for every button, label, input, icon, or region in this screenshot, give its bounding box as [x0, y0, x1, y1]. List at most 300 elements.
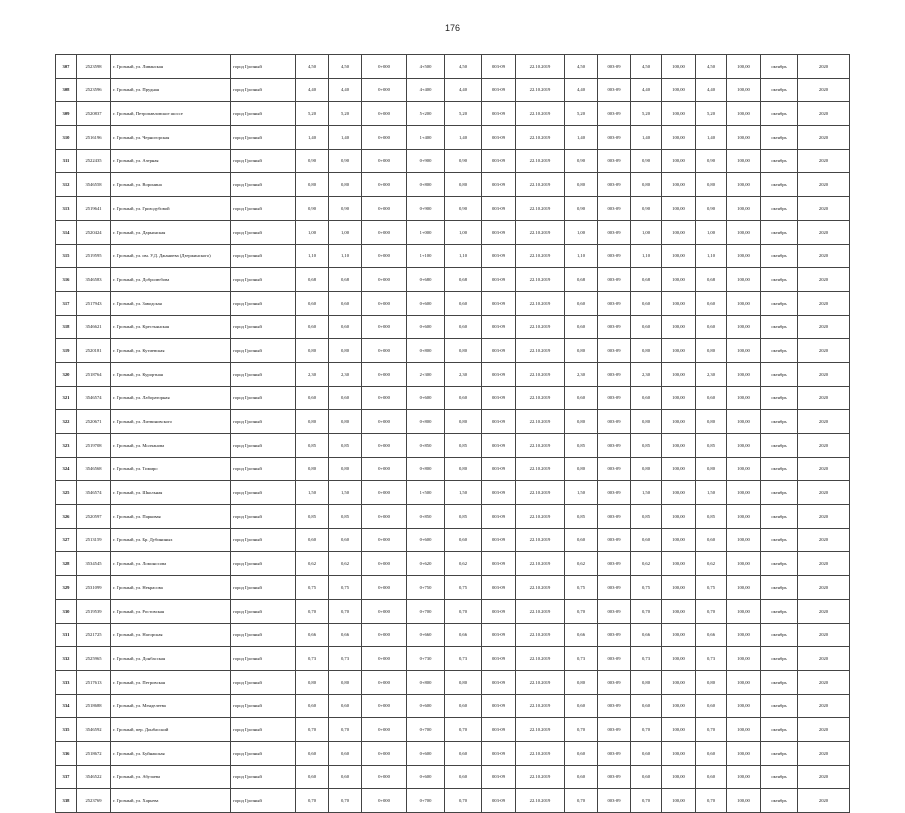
start-km-cell: 0+000	[362, 623, 407, 647]
road-name-cell: г. Грозный, ул. Курортная	[111, 362, 231, 386]
month-cell: октябрь	[761, 78, 798, 102]
row-number-cell: 337	[56, 765, 77, 789]
end-km-cell: 0+800	[407, 670, 445, 694]
table-row	[56, 220, 850, 244]
length-cell: 0,60	[696, 315, 727, 339]
end-km-cell: 0+850	[407, 434, 445, 458]
code-cell: 003-09	[598, 741, 631, 765]
length-cell: 1,00	[445, 220, 482, 244]
percent-cell: 100,00	[727, 362, 761, 386]
row-number-cell: 314	[56, 220, 77, 244]
length-cell: 0,90	[296, 197, 329, 221]
row-number-cell: 310	[56, 126, 77, 150]
municipality-cell: город Грозный	[231, 789, 296, 813]
code-cell: 003-09	[598, 102, 631, 126]
start-km-cell: 0+000	[362, 505, 407, 529]
row-number-cell: 338	[56, 789, 77, 813]
length-cell: 0,60	[296, 694, 329, 718]
length-cell: 4,40	[696, 78, 727, 102]
road-name-cell: г. Грозный, ул. Некрасова	[111, 576, 231, 600]
road-id-cell: 2519708	[77, 434, 111, 458]
month-cell: октябрь	[761, 339, 798, 363]
road-name-cell: г. Грозный, ул. Парковая	[111, 505, 231, 529]
end-km-cell: 0+660	[407, 623, 445, 647]
code-cell: 003-09	[598, 55, 631, 79]
table-row	[56, 694, 850, 718]
code-cell: 003-09	[598, 173, 631, 197]
length-cell: 0,60	[565, 741, 598, 765]
start-km-cell: 0+000	[362, 694, 407, 718]
code-cell: 003-09	[598, 505, 631, 529]
percent-cell: 100,00	[662, 78, 696, 102]
length-cell: 0,90	[631, 197, 662, 221]
month-cell: октябрь	[761, 765, 798, 789]
table-row	[56, 339, 850, 363]
length-cell: 0,60	[696, 386, 727, 410]
code-cell: 003-09	[598, 386, 631, 410]
length-cell: 4,50	[696, 55, 727, 79]
road-id-cell: 2518764	[77, 362, 111, 386]
length-cell: 1,00	[631, 220, 662, 244]
year-cell: 2020	[798, 434, 850, 458]
length-cell: 2,30	[329, 362, 362, 386]
percent-cell: 100,00	[662, 126, 696, 150]
date-cell: 22.10.2019	[516, 386, 565, 410]
percent-cell: 100,00	[727, 315, 761, 339]
length-cell: 0,60	[565, 291, 598, 315]
code-cell: 003-09	[482, 741, 516, 765]
row-number-cell: 311	[56, 149, 77, 173]
end-km-cell: 0+600	[407, 386, 445, 410]
length-cell: 0,60	[445, 386, 482, 410]
length-cell: 0,60	[329, 765, 362, 789]
end-km-cell: 0+700	[407, 718, 445, 742]
table-row	[56, 647, 850, 671]
month-cell: октябрь	[761, 244, 798, 268]
length-cell: 0,70	[329, 599, 362, 623]
code-cell: 003-09	[482, 362, 516, 386]
percent-cell: 100,00	[727, 102, 761, 126]
length-cell: 0,62	[696, 552, 727, 576]
row-number-cell: 330	[56, 599, 77, 623]
end-km-cell: 0+800	[407, 457, 445, 481]
length-cell: 0,60	[696, 528, 727, 552]
date-cell: 22.10.2019	[516, 173, 565, 197]
length-cell: 0,62	[329, 552, 362, 576]
length-cell: 0,68	[445, 268, 482, 292]
road-id-cell: 2520837	[77, 102, 111, 126]
date-cell: 22.10.2019	[516, 528, 565, 552]
road-name-cell: г. Грозный, ул. Тимиро	[111, 457, 231, 481]
length-cell: 0,60	[329, 291, 362, 315]
table-row	[56, 623, 850, 647]
percent-cell: 100,00	[662, 789, 696, 813]
table-row	[56, 599, 850, 623]
code-cell: 003-09	[598, 481, 631, 505]
length-cell: 0,60	[565, 694, 598, 718]
end-km-cell: 0+620	[407, 552, 445, 576]
length-cell: 0,85	[631, 505, 662, 529]
end-km-cell: 0+680	[407, 268, 445, 292]
code-cell: 003-09	[598, 623, 631, 647]
road-name-cell: г. Грозный, ул. Воронина	[111, 173, 231, 197]
start-km-cell: 0+000	[362, 149, 407, 173]
length-cell: 0,90	[631, 149, 662, 173]
length-cell: 4,50	[445, 55, 482, 79]
length-cell: 0,85	[296, 434, 329, 458]
municipality-cell: город Грозный	[231, 315, 296, 339]
length-cell: 2,30	[565, 362, 598, 386]
length-cell: 0,85	[565, 434, 598, 458]
road-name-cell: г. Грозный, ул. Харьева	[111, 789, 231, 813]
length-cell: 0,90	[296, 149, 329, 173]
length-cell: 1,00	[565, 220, 598, 244]
percent-cell: 100,00	[727, 55, 761, 79]
start-km-cell: 0+000	[362, 386, 407, 410]
month-cell: октябрь	[761, 55, 798, 79]
percent-cell: 100,00	[662, 599, 696, 623]
month-cell: октябрь	[761, 789, 798, 813]
road-id-cell: 3546574	[77, 481, 111, 505]
row-number-cell: 326	[56, 505, 77, 529]
percent-cell: 100,00	[727, 576, 761, 600]
length-cell: 0,60	[296, 291, 329, 315]
length-cell: 0,68	[296, 268, 329, 292]
roads-table-body	[56, 55, 850, 813]
length-cell: 1,10	[445, 244, 482, 268]
percent-cell: 100,00	[662, 55, 696, 79]
length-cell: 0,80	[445, 173, 482, 197]
month-cell: октябрь	[761, 102, 798, 126]
municipality-cell: город Грозный	[231, 291, 296, 315]
percent-cell: 100,00	[727, 789, 761, 813]
date-cell: 22.10.2019	[516, 268, 565, 292]
start-km-cell: 0+000	[362, 268, 407, 292]
length-cell: 0,80	[329, 339, 362, 363]
length-cell: 0,60	[565, 528, 598, 552]
month-cell: октябрь	[761, 220, 798, 244]
row-number-cell: 327	[56, 528, 77, 552]
date-cell: 22.10.2019	[516, 220, 565, 244]
road-id-cell: 2520424	[77, 220, 111, 244]
date-cell: 22.10.2019	[516, 55, 565, 79]
row-number-cell: 334	[56, 694, 77, 718]
code-cell: 003-09	[482, 647, 516, 671]
code-cell: 003-09	[598, 599, 631, 623]
table-row	[56, 410, 850, 434]
municipality-cell: город Грозный	[231, 197, 296, 221]
length-cell: 0,73	[296, 647, 329, 671]
year-cell: 2020	[798, 505, 850, 529]
roads-table	[55, 54, 850, 813]
road-id-cell: 2520671	[77, 410, 111, 434]
road-id-cell: 2519641	[77, 197, 111, 221]
code-cell: 003-09	[482, 410, 516, 434]
length-cell: 0,60	[329, 741, 362, 765]
percent-cell: 100,00	[662, 291, 696, 315]
length-cell: 0,68	[631, 268, 662, 292]
code-cell: 003-09	[482, 670, 516, 694]
length-cell: 2,30	[445, 362, 482, 386]
code-cell: 003-09	[598, 126, 631, 150]
length-cell: 1,50	[565, 481, 598, 505]
end-km-cell: 0+900	[407, 197, 445, 221]
percent-cell: 100,00	[727, 126, 761, 150]
code-cell: 003-09	[482, 576, 516, 600]
percent-cell: 100,00	[727, 386, 761, 410]
month-cell: октябрь	[761, 552, 798, 576]
length-cell: 0,90	[696, 197, 727, 221]
length-cell: 0,70	[565, 789, 598, 813]
month-cell: октябрь	[761, 694, 798, 718]
month-cell: октябрь	[761, 291, 798, 315]
end-km-cell: 0+850	[407, 505, 445, 529]
code-cell: 003-09	[598, 339, 631, 363]
length-cell: 0,70	[631, 718, 662, 742]
end-km-cell: 0+600	[407, 315, 445, 339]
date-cell: 22.10.2019	[516, 647, 565, 671]
year-cell: 2020	[798, 599, 850, 623]
road-id-cell: 3546558	[77, 173, 111, 197]
road-id-cell: 3546583	[77, 268, 111, 292]
code-cell: 003-09	[598, 718, 631, 742]
percent-cell: 100,00	[727, 481, 761, 505]
date-cell: 22.10.2019	[516, 78, 565, 102]
length-cell: 0,70	[445, 718, 482, 742]
municipality-cell: город Грозный	[231, 670, 296, 694]
road-id-cell: 3546574	[77, 386, 111, 410]
municipality-cell: город Грозный	[231, 410, 296, 434]
length-cell: 0,60	[329, 528, 362, 552]
table-row	[56, 102, 850, 126]
length-cell: 0,60	[445, 315, 482, 339]
date-cell: 22.10.2019	[516, 481, 565, 505]
length-cell: 0,60	[696, 694, 727, 718]
length-cell: 0,80	[329, 670, 362, 694]
code-cell: 003-09	[482, 78, 516, 102]
table-row	[56, 291, 850, 315]
municipality-cell: город Грозный	[231, 528, 296, 552]
year-cell: 2020	[798, 670, 850, 694]
month-cell: октябрь	[761, 149, 798, 173]
road-id-cell: 3546592	[77, 718, 111, 742]
percent-cell: 100,00	[662, 457, 696, 481]
length-cell: 0,80	[631, 339, 662, 363]
percent-cell: 100,00	[662, 670, 696, 694]
municipality-cell: город Грозный	[231, 505, 296, 529]
end-km-cell: 0+600	[407, 741, 445, 765]
percent-cell: 100,00	[727, 505, 761, 529]
municipality-cell: город Грозный	[231, 102, 296, 126]
road-name-cell: г. Грозный, ул. Петровская	[111, 670, 231, 694]
length-cell: 0,90	[445, 149, 482, 173]
length-cell: 0,85	[445, 505, 482, 529]
start-km-cell: 0+000	[362, 670, 407, 694]
road-name-cell: г. Грозный, ул. Абузаева	[111, 765, 231, 789]
code-cell: 003-09	[598, 789, 631, 813]
road-id-cell: 2523769	[77, 789, 111, 813]
table-row	[56, 552, 850, 576]
year-cell: 2020	[798, 552, 850, 576]
date-cell: 22.10.2019	[516, 505, 565, 529]
start-km-cell: 0+000	[362, 244, 407, 268]
table-row	[56, 741, 850, 765]
road-name-cell: г. Грозный, ул. Добролюбова	[111, 268, 231, 292]
percent-cell: 100,00	[662, 552, 696, 576]
length-cell: 4,40	[445, 78, 482, 102]
code-cell: 003-09	[598, 694, 631, 718]
municipality-cell: город Грозный	[231, 718, 296, 742]
month-cell: октябрь	[761, 576, 798, 600]
year-cell: 2020	[798, 623, 850, 647]
road-id-cell: 2519595	[77, 244, 111, 268]
year-cell: 2020	[798, 102, 850, 126]
length-cell: 0,80	[696, 339, 727, 363]
length-cell: 0,70	[565, 718, 598, 742]
year-cell: 2020	[798, 741, 850, 765]
code-cell: 003-09	[598, 78, 631, 102]
row-number-cell: 308	[56, 78, 77, 102]
start-km-cell: 0+000	[362, 789, 407, 813]
table-row	[56, 268, 850, 292]
road-id-cell: 2523598	[77, 55, 111, 79]
length-cell: 0,60	[445, 741, 482, 765]
municipality-cell: город Грозный	[231, 623, 296, 647]
code-cell: 003-09	[598, 362, 631, 386]
row-number-cell: 307	[56, 55, 77, 79]
percent-cell: 100,00	[662, 220, 696, 244]
road-name-cell: г. Грозный, ул. Школьная	[111, 481, 231, 505]
percent-cell: 100,00	[727, 244, 761, 268]
code-cell: 003-09	[598, 410, 631, 434]
length-cell: 0,90	[445, 197, 482, 221]
month-cell: октябрь	[761, 481, 798, 505]
end-km-cell: 4+400	[407, 78, 445, 102]
year-cell: 2020	[798, 481, 850, 505]
municipality-cell: город Грозный	[231, 149, 296, 173]
code-cell: 003-09	[482, 315, 516, 339]
length-cell: 0,90	[696, 149, 727, 173]
length-cell: 0,75	[445, 576, 482, 600]
length-cell: 0,62	[445, 552, 482, 576]
length-cell: 0,60	[696, 291, 727, 315]
percent-cell: 100,00	[727, 623, 761, 647]
date-cell: 22.10.2019	[516, 718, 565, 742]
road-name-cell: г. Грозный, ул. Гризодубовой	[111, 197, 231, 221]
road-id-cell: 2519539	[77, 599, 111, 623]
length-cell: 0,60	[631, 528, 662, 552]
row-number-cell: 336	[56, 741, 77, 765]
row-number-cell: 319	[56, 339, 77, 363]
table-row	[56, 457, 850, 481]
length-cell: 0,80	[565, 173, 598, 197]
year-cell: 2020	[798, 126, 850, 150]
percent-cell: 100,00	[662, 647, 696, 671]
length-cell: 0,60	[565, 315, 598, 339]
length-cell: 0,70	[631, 599, 662, 623]
road-id-cell: 2518672	[77, 741, 111, 765]
end-km-cell: 0+800	[407, 173, 445, 197]
length-cell: 0,70	[696, 599, 727, 623]
percent-cell: 100,00	[662, 505, 696, 529]
code-cell: 003-09	[598, 528, 631, 552]
table-row	[56, 505, 850, 529]
code-cell: 003-09	[598, 197, 631, 221]
length-cell: 0,85	[631, 434, 662, 458]
year-cell: 2020	[798, 765, 850, 789]
road-name-cell: г. Грозный, ул. Буйнакская	[111, 741, 231, 765]
code-cell: 003-09	[598, 457, 631, 481]
road-name-cell: г. Грозный, ул. Донбасская	[111, 647, 231, 671]
length-cell: 0,75	[631, 576, 662, 600]
row-number-cell: 318	[56, 315, 77, 339]
length-cell: 0,60	[631, 765, 662, 789]
start-km-cell: 0+000	[362, 457, 407, 481]
month-cell: октябрь	[761, 268, 798, 292]
table-row	[56, 173, 850, 197]
road-id-cell: 2517613	[77, 670, 111, 694]
page-number: 176	[444, 23, 461, 33]
percent-cell: 100,00	[727, 528, 761, 552]
code-cell: 003-09	[482, 197, 516, 221]
date-cell: 22.10.2019	[516, 362, 565, 386]
road-name-cell: г. Грозный, ул. Нагорская	[111, 623, 231, 647]
year-cell: 2020	[798, 220, 850, 244]
year-cell: 2020	[798, 694, 850, 718]
month-cell: октябрь	[761, 741, 798, 765]
row-number-cell: 323	[56, 434, 77, 458]
code-cell: 003-09	[482, 102, 516, 126]
percent-cell: 100,00	[727, 149, 761, 173]
percent-cell: 100,00	[662, 197, 696, 221]
road-name-cell: г. Грозный, ул. Менделеева	[111, 694, 231, 718]
length-cell: 0,85	[296, 505, 329, 529]
year-cell: 2020	[798, 362, 850, 386]
municipality-cell: город Грозный	[231, 434, 296, 458]
start-km-cell: 0+000	[362, 220, 407, 244]
length-cell: 0,80	[696, 173, 727, 197]
year-cell: 2020	[798, 244, 850, 268]
length-cell: 1,10	[696, 244, 727, 268]
row-number-cell: 309	[56, 102, 77, 126]
code-cell: 003-09	[598, 315, 631, 339]
start-km-cell: 0+000	[362, 362, 407, 386]
start-km-cell: 0+000	[362, 718, 407, 742]
length-cell: 4,50	[631, 55, 662, 79]
length-cell: 0,80	[631, 410, 662, 434]
length-cell: 4,40	[565, 78, 598, 102]
road-id-cell: 3546621	[77, 315, 111, 339]
length-cell: 0,60	[296, 765, 329, 789]
length-cell: 0,70	[565, 599, 598, 623]
length-cell: 1,40	[565, 126, 598, 150]
length-cell: 0,73	[445, 647, 482, 671]
percent-cell: 100,00	[727, 694, 761, 718]
length-cell: 4,40	[329, 78, 362, 102]
row-number-cell: 325	[56, 481, 77, 505]
percent-cell: 100,00	[727, 173, 761, 197]
date-cell: 22.10.2019	[516, 623, 565, 647]
length-cell: 0,62	[565, 552, 598, 576]
length-cell: 5,20	[445, 102, 482, 126]
length-cell: 4,50	[296, 55, 329, 79]
start-km-cell: 0+000	[362, 647, 407, 671]
length-cell: 0,90	[329, 149, 362, 173]
row-number-cell: 313	[56, 197, 77, 221]
table-row	[56, 386, 850, 410]
percent-cell: 100,00	[662, 741, 696, 765]
length-cell: 4,50	[565, 55, 598, 79]
